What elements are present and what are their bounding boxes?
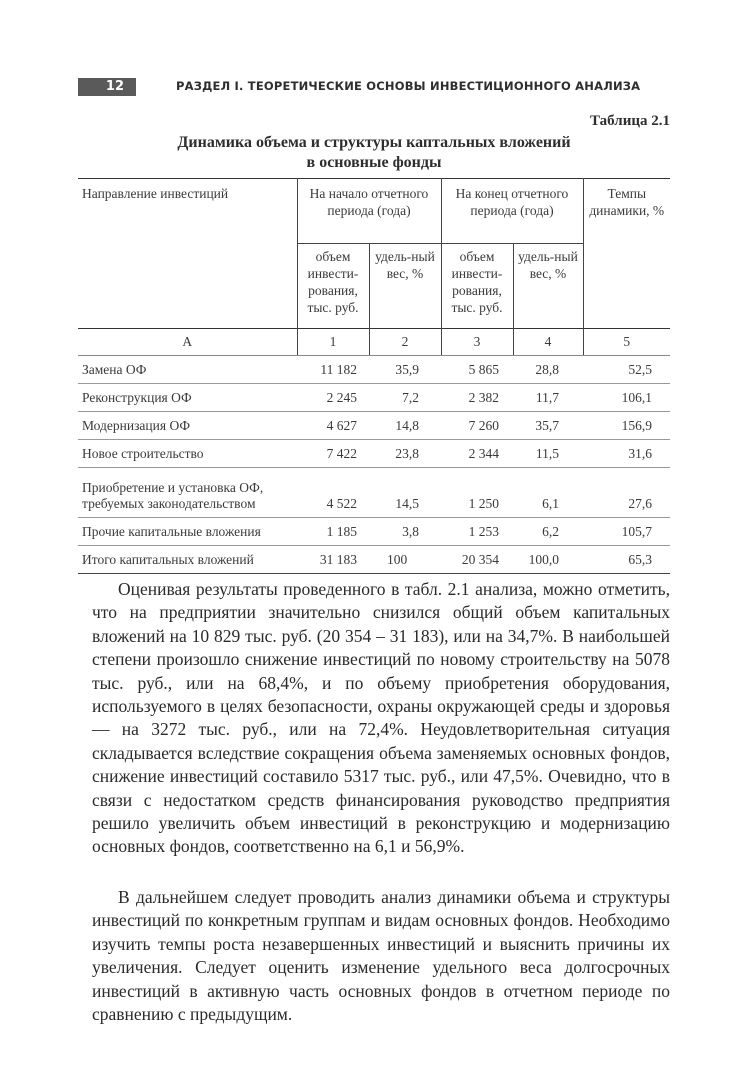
end-volume: 2 382 [441, 384, 513, 412]
paragraph-analysis: Оценивая результаты проведенного в табл. 2.1 анализа, можно отметить, что на предприятии значительно снизился общий объем капитальных вложений на 10 829 тыс. руб. (20 354 – 31 183), или на 34,7%. В наибольшей степени произошло снижение инвестиций по новому строительству на 5078 тыс. руб., или на 68,4%, и по объему приобретения оборудования, используемого в целях безопасности, охраны окружающей среды и здоровья — на 3272 тыс. руб., или на 72,4%. Неудовлетворительная ситуация складывается вследствие сокращения объема заменяемых основных фондов, снижение инвестиций составило 5317 тыс. руб., или 47,5%. Очевидно, что в связи с недостатком средств финансирования руководство предприятия решило увеличить объем инвестиций в реконструкцию и модернизацию основных фондов, соответственно на 6,1 и 56,9%. [92, 579, 670, 857]
rate: 52,5 [583, 356, 670, 384]
rate: 65,3 [583, 546, 670, 574]
col-num: 3 [441, 329, 513, 356]
table-row [78, 468, 670, 518]
row-name-line2: требуемых законодательством [82, 496, 256, 511]
end-share: 35,7 [513, 412, 583, 440]
end-volume: 5 865 [441, 356, 513, 384]
col-num: 4 [513, 329, 583, 356]
table-row [78, 440, 670, 468]
row-name: Модернизация ОФ [78, 412, 297, 440]
table-caption-line2: в основные фонды [306, 154, 442, 171]
col-num: 1 [297, 329, 369, 356]
end-share: 6,1 [513, 468, 583, 518]
header-start-volume: объем инвести-рования, тыс. руб. [297, 244, 369, 329]
table-row [78, 518, 670, 546]
start-volume: 4 522 [297, 468, 369, 518]
end-share: 6,2 [513, 518, 583, 546]
header-end-volume: объем инвести-рования, тыс. руб. [441, 244, 513, 329]
end-share: 11,7 [513, 384, 583, 412]
table-caption [78, 133, 670, 173]
start-volume: 2 245 [297, 384, 369, 412]
header-end-share: удель-ный вес, % [513, 244, 583, 329]
row-name: Реконструкция ОФ [78, 384, 297, 412]
col-num: 5 [583, 329, 670, 356]
table-row [78, 384, 670, 412]
start-volume: 31 183 [297, 546, 369, 574]
table-row [78, 412, 670, 440]
rate: 106,1 [583, 384, 670, 412]
rate: 31,6 [583, 440, 670, 468]
start-share: 7,2 [369, 384, 441, 412]
paragraph-recommendation: В дальнейшем следует проводить анализ динамики объема и структуры инвестиций по конкретным группам и видам основных фондов. Необходимо изучить темпы роста незавершенных инвестиций и выяснить причины их увеличения. Следует оценить изменение удельного веса долгосрочных инвестиций в активную часть основных фондов в отчетном периоде по сравнению с предыдущим. [92, 887, 670, 1025]
col-num: 2 [369, 329, 441, 356]
row-name: Замена ОФ [78, 356, 297, 384]
start-volume: 7 422 [297, 440, 369, 468]
rate: 105,7 [583, 518, 670, 546]
end-volume: 20 354 [441, 546, 513, 574]
end-volume: 7 260 [441, 412, 513, 440]
rate: 27,6 [583, 468, 670, 518]
row-name: Прочие капитальные вложения [78, 518, 297, 546]
row-name-line1: Приобретение и установка ОФ, [82, 480, 264, 495]
running-head [78, 78, 670, 98]
header-start-share: удель-ный вес, % [369, 244, 441, 329]
investment-table [78, 178, 670, 574]
start-share: 14,5 [369, 468, 441, 518]
page-number: 12 [78, 78, 136, 96]
table-label: Таблица 2.1 [590, 113, 670, 129]
rate: 156,9 [583, 412, 670, 440]
end-volume: 1 253 [441, 518, 513, 546]
end-share: 100,0 [513, 546, 583, 574]
end-share: 11,5 [513, 440, 583, 468]
table-row [78, 356, 670, 384]
row-name: Новое строительство [78, 440, 297, 468]
end-volume: 2 344 [441, 440, 513, 468]
table-caption-line1: Динамика объема и структуры каптальных вложений [177, 134, 571, 151]
start-share: 3,8 [369, 518, 441, 546]
section-title: РАЗДЕЛ I. ТЕОРЕТИЧЕСКИЕ ОСНОВЫ ИНВЕСТИЦИОННОГО АНАЛИЗА [176, 79, 641, 93]
start-share: 35,9 [369, 356, 441, 384]
col-num: А [78, 329, 297, 356]
start-share: 100 [369, 546, 441, 574]
start-share: 14,8 [369, 412, 441, 440]
header-start-period: На начало отчетного периода (года) [297, 179, 441, 244]
header-direction: Направление инвестиций [78, 179, 297, 329]
start-volume: 1 185 [297, 518, 369, 546]
header-rate: Темпы динамики, % [583, 179, 670, 329]
header-end-period: На конец отчетного периода (года) [441, 179, 583, 244]
table-row-total [78, 546, 670, 574]
column-number-row [78, 329, 670, 356]
start-volume: 11 182 [297, 356, 369, 384]
row-name [78, 468, 297, 518]
end-volume: 1 250 [441, 468, 513, 518]
row-name: Итого капитальных вложений [78, 546, 297, 574]
start-volume: 4 627 [297, 412, 369, 440]
end-share: 28,8 [513, 356, 583, 384]
start-share: 23,8 [369, 440, 441, 468]
